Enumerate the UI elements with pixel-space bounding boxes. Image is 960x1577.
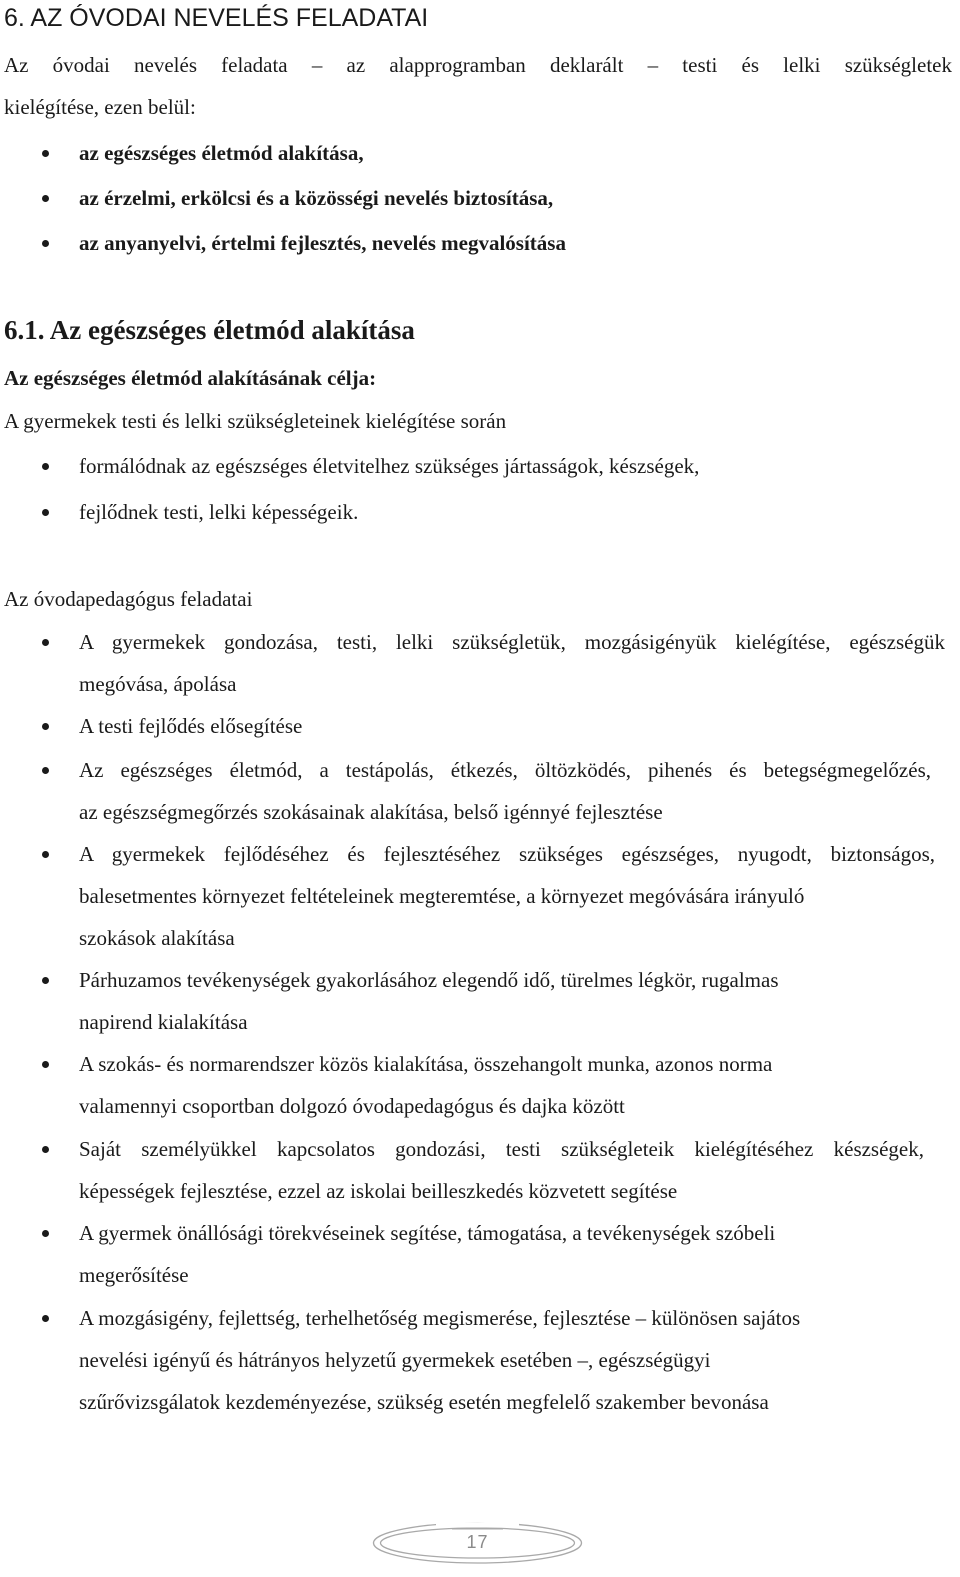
bullet-dot [42, 1146, 49, 1153]
bullet-dot [42, 851, 49, 858]
bullet-dot [42, 509, 49, 516]
bullet-dot [42, 723, 49, 730]
duty-9-line-1: A mozgásigény, fejlettség, terhelhetőség megismerése, fejlesztése – különösen sajátos [79, 1306, 801, 1330]
duty-1-line-1: A gyermekek gondozása, testi, lelki szükségletük, mozgásigényük kielégítése, egészségük [79, 630, 945, 654]
chapter-heading: 6. AZ ÓVODAI NEVELÉS FELADATAI [4, 4, 429, 32]
bullet-dot [42, 767, 49, 774]
duty-2-line-1: A testi fejlődés elősegítése [79, 714, 303, 738]
duty-9-line-3: szűrővizsgálatok kezdeményezése, szükség esetén megfelelő szakember bevonása [79, 1390, 769, 1414]
intro-line-1: Az óvodai nevelés feladata – az alapprogramban deklarált – testi és lelki szükségletek [4, 53, 952, 77]
bullet-dot [42, 195, 49, 202]
task-bullet-2: az érzelmi, erkölcsi és a közösségi nevelés biztosítása, [79, 186, 554, 210]
duty-3-line-2: az egészségmegőrzés szokásainak alakítása, belső igénnyé fejlesztése [79, 800, 663, 824]
duty-5-line-1: Párhuzamos tevékenységek gyakorlásához elegendő idő, türelmes légkör, rugalmas [79, 968, 779, 992]
duty-9-line-2: nevelési igényű és hátrányos helyzetű gyermekek esetében –, egészségügyi [79, 1348, 711, 1372]
duty-8-line-2: megerősítése [79, 1263, 189, 1287]
bullet-dot [42, 1230, 49, 1237]
bullet-dot [42, 150, 49, 157]
duty-7-line-2: képességek fejlesztése, ezzel az iskolai beilleszkedés közvetett segítése [79, 1179, 678, 1203]
intro-line-2: kielégítése, ezen belül: [4, 95, 196, 119]
duty-5-line-2: napirend kialakítása [79, 1010, 248, 1034]
duty-1-line-2: megóvása, ápolása [79, 672, 237, 696]
task-bullet-3: az anyanyelvi, értelmi fejlesztés, nevelés megvalósítása [79, 231, 566, 255]
goal-bullet-1: formálódnak az egészséges életvitelhez szükséges jártasságok, készségek, [79, 454, 700, 478]
bullet-dot [42, 240, 49, 247]
bullet-dot [42, 639, 49, 646]
bullet-dot [42, 463, 49, 470]
goal-bullet-2: fejlődnek testi, lelki képességeik. [79, 500, 359, 524]
goal-text: A gyermekek testi és lelki szükségleteinek kielégítése során [4, 409, 507, 433]
bullet-dot [42, 977, 49, 984]
duty-8-line-1: A gyermek önállósági törekvéseinek segítése, támogatása, a tevékenységek szóbeli [79, 1221, 776, 1245]
bullet-dot [42, 1061, 49, 1068]
bullet-dot [42, 1315, 49, 1322]
duty-4-line-1: A gyermekek fejlődéséhez és fejlesztéséhez szükséges egészséges, nyugodt, biztonságos, [79, 842, 935, 866]
goal-label: Az egészséges életmód alakításának célja: [4, 366, 377, 390]
duty-4-line-2: balesetmentes környezet feltételeinek megteremtése, a környezet megóvására irányuló [79, 884, 805, 908]
duty-4-line-3: szokások alakítása [79, 926, 235, 950]
duty-3-line-1: Az egészséges életmód, a testápolás, étkezés, öltözködés, pihenés és betegségmegelőzés, [79, 758, 931, 782]
task-bullet-1: az egészséges életmód alakítása, [79, 141, 364, 165]
duties-title: Az óvodapedagógus feladatai [4, 587, 253, 611]
duty-6-line-1: A szokás- és normarendszer közös kialakítása, összehangolt munka, azonos norma [79, 1052, 773, 1076]
section-title: 6.1. Az egészséges életmód alakítása [4, 315, 415, 345]
page-footer [370, 1520, 585, 1566]
duty-7-line-1: Saját személyükkel kapcsolatos gondozási, testi szükségleteik kielégítéséhez készségek, [79, 1137, 924, 1161]
page-number: 17 [466, 1532, 489, 1552]
duty-6-line-2: valamennyi csoportban dolgozó óvodapedagógus és dajka között [79, 1094, 625, 1118]
